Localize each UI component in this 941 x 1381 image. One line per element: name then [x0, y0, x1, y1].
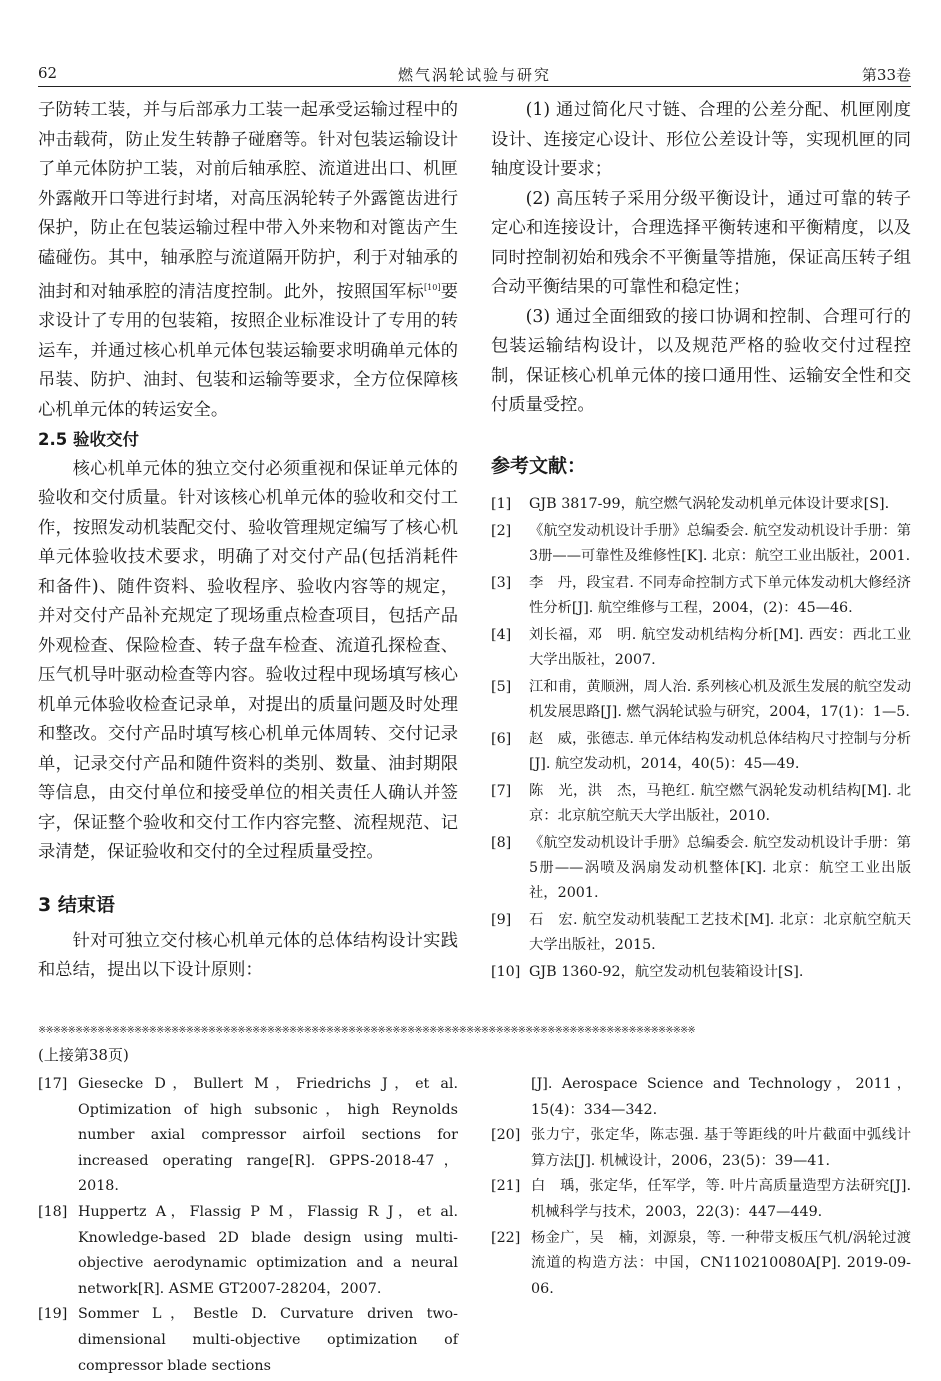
reference-item [491, 1123, 911, 1174]
reference-number: [21] [491, 1178, 521, 1195]
reference-item [38, 1200, 458, 1302]
page-number: 62 [38, 64, 58, 82]
reference-text: 李 丹，段宝君. 不同寿命控制方式下单元体发动机大修经济性分析[J]. 航空维修与工程，2004，(2)：45—46. [529, 574, 911, 616]
reference-text: 《航空发动机设计手册》总编委会. 航空发动机设计手册：第3册——可靠性及维修性[K]. 北京：航空工业出版社，2001. [529, 522, 911, 564]
paragraph-packaging: 子防转工装，并与后部承力工装一起承受运输过程中的冲击载荷，防止发生转静子碰磨等。针对包装运输设计了单元体防护工装，对前后轴承腔、流道进出口、机匣外露敞开口等进行封堵，对高压涡轮转子外露篦齿进行保护，防止在包装运输过程中带入外来物和对篦齿产生磕碰伤。其中，轴承腔与流道隔开防护，利于对轴承的油封和对轴承腔的清洁度控制。此外，按照国军标[10]要求设计了专用的包装箱，按照企业标准设计了专用的转运车，并通过核心机单元体包装运输要求明确单元体的吊装、防护、油封、包装和运输等要求，全方位保障核心机单元体的转运安全。 [38, 100, 458, 420]
reference-text: GJB 1360-92，航空发动机包装箱设计[S]. [529, 963, 804, 980]
reference-text: Huppertz A，Flassig P M，Flassig R J，et al. Knowledge-based 2D blade design using multi-objective aerodynamic optimization and a neural network[R]. ASME GT2007-28204，2007. [78, 1203, 458, 1297]
reference-number: [5] [491, 678, 512, 695]
bottom-right-references [491, 1072, 911, 1302]
reference-item [491, 571, 911, 621]
reference-item [491, 1226, 911, 1303]
reference-number: [4] [491, 626, 512, 643]
reference-text: 石 宏. 航空发动机装配工艺技术[M]. 北京：北京航空航天大学出版社，2015. [529, 911, 911, 953]
references-heading: 参考文献： [491, 454, 587, 477]
reference-item [38, 1072, 458, 1200]
reference-text: 赵 威，张德志. 单元体结构发动机总体结构尺寸控制与分析[J]. 航空发动机，2014，40(5)：45—49. [529, 730, 911, 772]
reference-text: 杨金广，吴 楠，刘源泉，等. 一种带支板压气机/涡轮过渡流道的构造方法：中国，CN110210080A[P]. 2019-09-06. [531, 1229, 911, 1297]
reference-number [491, 1072, 531, 1123]
principle-3: (3) 通过全面细致的接口协调和控制、合理可行的包装运输结构设计，以及规范严格的验收交付过程控制，保证核心机单元体的接口通用性、运输安全性和交付质量受控。 [491, 306, 911, 415]
reference-item [491, 727, 911, 777]
reference-item [491, 908, 911, 958]
reference-number: [9] [491, 911, 512, 928]
volume-label: 第33卷 [861, 66, 911, 84]
section-divider: ※※※※※※※※※※※※※※※※※※※※※※※※※※※※※※※※※※※※※※※※※※※※※※※※※※※※※※※※※※※※※※※※※※※※※※※※※※※※※※※※※※※※※※※※※ [38, 1026, 695, 1036]
reference-number: [17] [38, 1076, 68, 1092]
reference-number: [1] [491, 495, 512, 512]
reference-item [491, 779, 911, 829]
running-header [38, 62, 911, 87]
reference-number: [22] [491, 1229, 521, 1246]
section-3-heading: 3 结束语 [38, 893, 115, 916]
principle-2: (2) 高压转子采用分级平衡设计，通过可靠的转子定心和连接设计，合理选择平衡转速和平衡精度，以及同时控制初始和残余不平衡量等措施，保证高压转子组合动平衡结果的可靠性和稳定性； [491, 188, 911, 297]
reference-text: 白 瑀，张定华，任军学，等. 叶片高质量造型方法研究[J]. 机械科学与技术，2003，22(3)：447—449. [531, 1178, 911, 1220]
section-2-5-body: 核心机单元体的独立交付必须重视和保证单元体的验收和交付质量。针对该核心机单元体的验收和交付工作，按照发动机装配交付、验收管理规定编写了核心机单元体验收技术要求，明确了对交付产品(包括消耗件和备件)、随件资料、验收程序、验收内容等的规定，并对交付产品补充规定了现场重点检查项目，包括产品外观检查、保险检查、转子盘车检查、流道孔探检查、压气机导叶驱动检查等内容。验收过程中现场填写核心机单元体验收检查记录单，对提出的质量问题及时处理和整改。交付产品时填写核心机单元体周转、交付记录单，记录交付产品和随件资料的类别、数量、油封期限等信息，由交付单位和接受单位的相关责任人确认并签字，保证整个验收和交付工作内容完整、流程规范、记录清楚，保证验收和交付的全过程质量受控。 [38, 458, 458, 863]
reference-item [491, 492, 911, 517]
reference-item [491, 675, 911, 725]
reference-text: 《航空发动机设计手册》总编委会. 航空发动机设计手册：第5册——涡喷及涡扇发动机整体[K]. 北京：航空工业出版社，2001. [529, 834, 911, 901]
reference-number: [3] [491, 574, 512, 591]
reference-text: [J]. Aerospace Science and Technology，2011，15(4)：334—342. [531, 1076, 911, 1118]
right-column [491, 96, 911, 987]
reference-text: 陈 光，洪 杰，马艳红. 航空燃气涡轮发动机结构[M]. 北京：北京航空航天大学出版社，2010. [529, 782, 911, 824]
reference-number: [2] [491, 522, 512, 539]
reference-number: [19] [38, 1306, 68, 1323]
reference-number: [7] [491, 782, 512, 799]
reference-text: GJB 3817-99，航空燃气涡轮发动机单元体设计要求[S]. [529, 495, 890, 512]
principle-1: (1) 通过简化尺寸链、合理的公差分配、机匣刚度设计、连接定心设计、形位公差设计等，实现机匣的同轴度设计要求； [491, 100, 911, 179]
reference-item [491, 1174, 911, 1225]
reference-text: Sommer L，Bestle D. Curvature driven two-dimensional multi-objective optimization of compressor blade sections [78, 1306, 458, 1374]
reference-item [491, 519, 911, 569]
section-3-body: 针对可独立交付核心机单元体的总体结构设计实践和总结，提出以下设计原则： [38, 930, 458, 981]
reference-item [491, 623, 911, 673]
reference-item [491, 960, 911, 985]
reference-number: [20] [491, 1127, 521, 1144]
reference-text: 江和甫，黄顺洲，周人治. 系列核心机及派生发展的航空发动机发展思路[J]. 燃气涡轮试验与研究，2004，17(1)：1—5. [529, 678, 911, 720]
continued-note: (上接第38页) [38, 1046, 129, 1064]
reference-text: 张力宁，张定华，陈志强. 基于等距线的叶片截面中弧线计算方法[J]. 机械设计，2006，23(5)：39—41. [531, 1127, 911, 1169]
left-column [38, 96, 458, 986]
section-2-5-heading: 2.5 验收交付 [38, 430, 139, 450]
reference-number: [10] [491, 963, 521, 980]
reference-item [491, 1072, 911, 1123]
reference-item [491, 831, 911, 906]
citation-10[interactable]: [10] [424, 283, 441, 292]
reference-number: [6] [491, 730, 512, 747]
reference-item [38, 1302, 458, 1379]
reference-number: [8] [491, 834, 512, 851]
references-list [491, 492, 911, 985]
reference-text: Giesecke D，Bullert M，Friedrichs J，et al. Optimization of high subsonic，high Reynolds number axial compressor airfoil sections for increased operating range[R]. GPPS-2018-47，2018. [78, 1076, 458, 1195]
reference-text: 刘长福，邓 明. 航空发动机结构分析[M]. 西安：西北工业大学出版社，2007. [529, 626, 911, 668]
reference-number: [18] [38, 1203, 68, 1220]
bottom-left-references [38, 1072, 458, 1379]
journal-title: 燃气涡轮试验与研究 [397, 66, 551, 84]
